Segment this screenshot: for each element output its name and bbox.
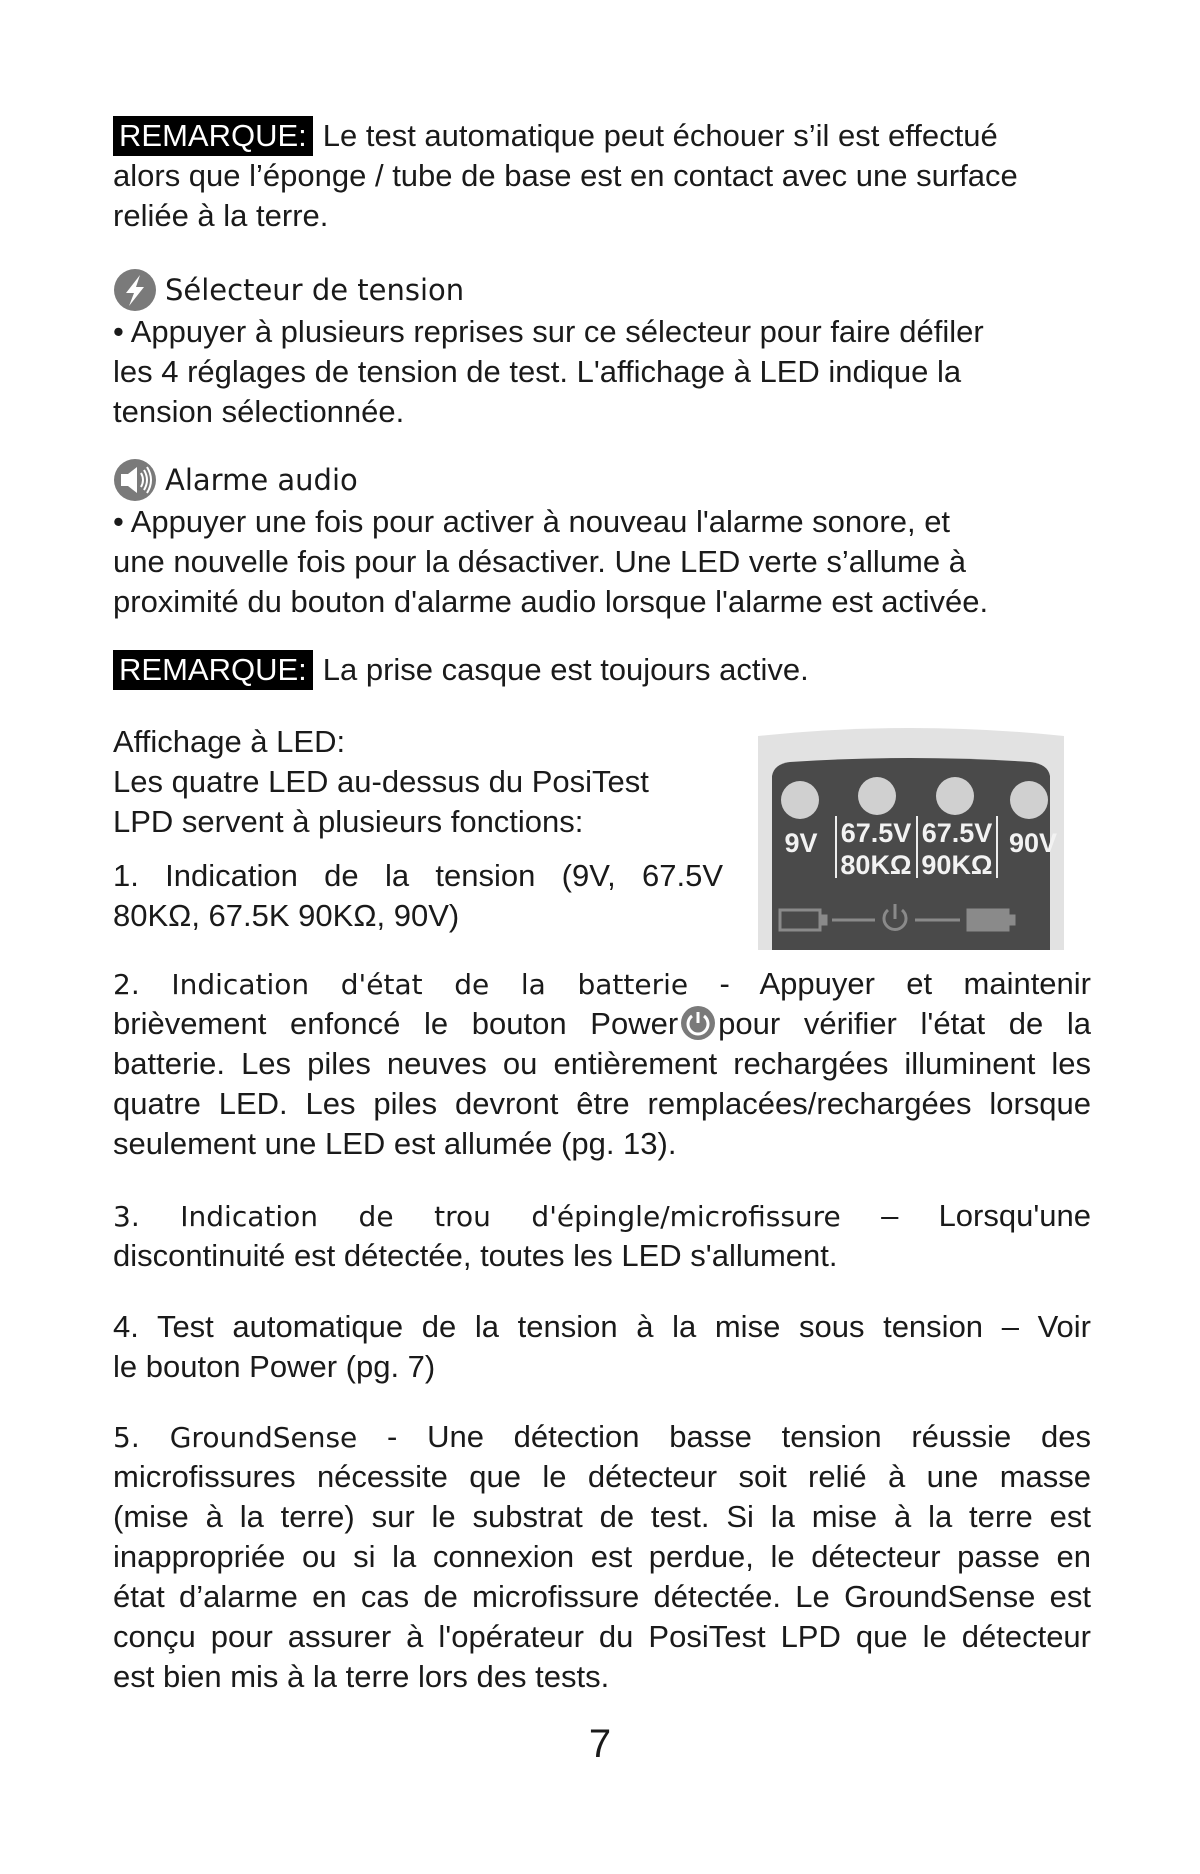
text-line: – Lorsqu'une	[881, 1198, 1091, 1233]
text-line: quatre LED. Les piles devront être remplacées/rechargées lorsque	[113, 1086, 1091, 1121]
led-label: 90KΩ	[921, 850, 993, 880]
section-title: Alarme audio	[165, 463, 358, 497]
text-line: - Appuyer et maintenir	[719, 966, 1092, 1001]
led-label: 67.5V	[921, 818, 993, 848]
voltage-selector-section	[113, 268, 1091, 432]
battery-full-icon	[968, 910, 1008, 930]
speaker-icon	[113, 458, 157, 502]
text-line: Les quatre LED au-dessus du PosiTest	[113, 764, 649, 799]
text-line: batterie. Les piles neuves ou entièrement rechargées illuminent les	[113, 1046, 1091, 1081]
item-heading: 2. Indication d'état de la batterie	[113, 968, 689, 1001]
led-3	[936, 777, 974, 815]
power-button-icon	[680, 1005, 716, 1041]
item-groundsense	[113, 1417, 1091, 1697]
text-line: • Appuyer à plusieurs reprises sur ce sélecteur pour faire défiler	[113, 314, 984, 349]
remarque-tag: REMARQUE:	[113, 650, 313, 690]
text-line: conçu pour assurer à l'opérateur du PosiTest LPD que le détecteur	[113, 1619, 1091, 1654]
text-line: 1. Indication de la tension (9V, 67.5V	[113, 858, 723, 893]
led-4	[1010, 781, 1048, 819]
text-line: inappropriée ou si la connexion est perdue, le détecteur passe en	[113, 1539, 1091, 1574]
text-line: La prise casque est toujours active.	[322, 652, 809, 687]
text-line: une nouvelle fois pour la désactiver. Une LED verte s’allume à	[113, 544, 966, 579]
text-line: proximité du bouton d'alarme audio lorsque l'alarme est activée.	[113, 584, 989, 619]
text-line: reliée à la terre.	[113, 198, 329, 233]
text-line: (mise à la terre) sur le substrat de test. Si la mise à la terre est	[113, 1499, 1091, 1534]
text-line: état d’alarme en cas de microfissure détectée. Le GroundSense est	[113, 1579, 1091, 1614]
text-line: brièvement enfoncé le bouton Power	[113, 1006, 679, 1041]
text-line: 4. Test automatique de la tension à la mise sous tension – Voir	[113, 1309, 1091, 1344]
text-line: • Appuyer une fois pour activer à nouveau l'alarme sonore, et	[113, 504, 951, 539]
text-line: tension sélectionnée.	[113, 394, 405, 429]
note-auto-test	[113, 116, 1091, 236]
text-line: les 4 réglages de tension de test. L'affichage à LED indique la	[113, 354, 962, 389]
remarque-tag: REMARQUE:	[113, 116, 313, 156]
text-line: alors que l’éponge / tube de base est en contact avec une surface	[113, 158, 1018, 193]
item-heading: 5. GroundSense	[113, 1421, 358, 1454]
led-1	[781, 781, 819, 819]
item-battery-status	[113, 964, 1091, 1164]
led-panel-image	[750, 724, 1072, 950]
text-line: seulement une LED est allumée (pg. 13).	[113, 1126, 677, 1161]
item-pinhole	[113, 1196, 1091, 1276]
led-label: 80KΩ	[840, 850, 912, 880]
text-line: microfissures nécessite que le détecteur soit relié à une masse	[113, 1459, 1091, 1494]
lightning-icon	[113, 268, 157, 312]
text-line: pour vérifier l'état de la	[718, 1006, 1092, 1041]
led-label: 90V	[1008, 828, 1058, 858]
section-title: Affichage à LED:	[113, 724, 346, 759]
text-line: est bien mis à la terre lors des tests.	[113, 1659, 610, 1694]
led-label: 9V	[784, 828, 818, 858]
section-title: Sélecteur de tension	[165, 273, 465, 307]
item-heading: 3. Indication de trou d'épingle/microfissure	[113, 1200, 841, 1233]
item-auto-test	[113, 1307, 1091, 1387]
led-label: 67.5V	[840, 818, 912, 848]
text-line: - Une détection basse tension réussie des	[387, 1419, 1091, 1454]
text-line: le bouton Power (pg. 7)	[113, 1349, 436, 1384]
text-line: 80KΩ, 67.5K 90KΩ, 90V)	[113, 898, 460, 933]
note-headphone	[113, 650, 1091, 690]
text-line: LPD servent à plusieurs fonctions:	[113, 804, 584, 839]
text-line: discontinuité est détectée, toutes les LED s'allument.	[113, 1238, 838, 1273]
audio-alarm-section	[113, 458, 1091, 622]
page-number: 7	[588, 1722, 612, 1766]
text-line: Le test automatique peut échouer s’il est effectué	[322, 118, 998, 153]
led-2	[858, 777, 896, 815]
led-display-section	[113, 722, 723, 936]
